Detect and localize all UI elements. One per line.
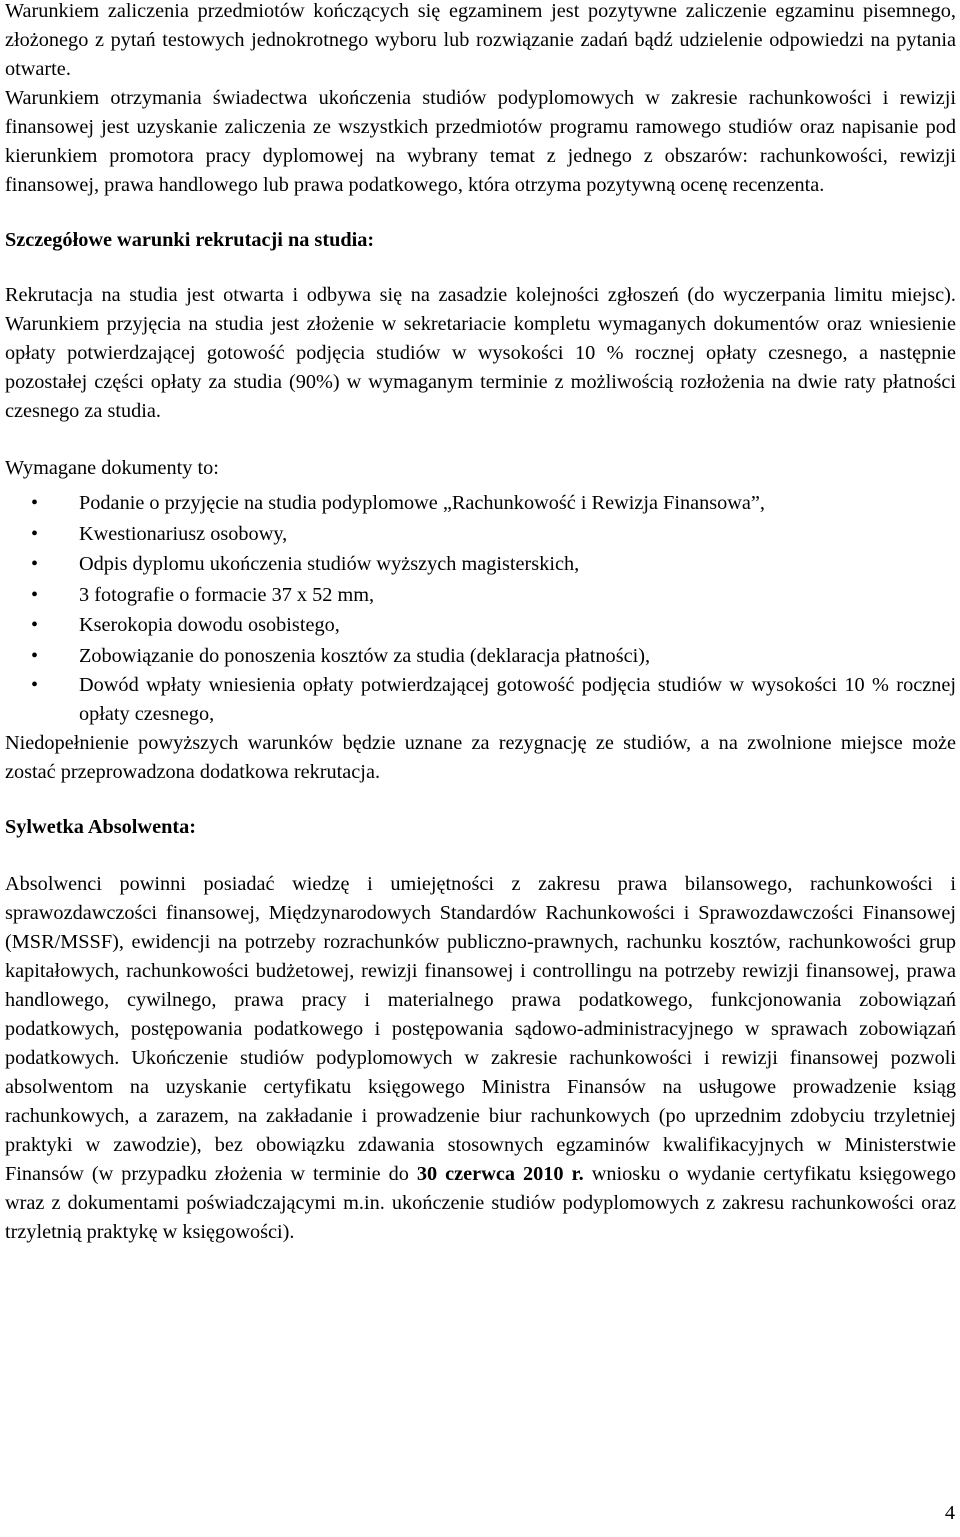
list-item: • Kwestionariusz osobowy, — [5, 519, 956, 550]
incomplete-conditions-paragraph: Niedopełnienie powyższych warunków będzie uznane za rezygnację ze studiów, a na zwolnione miejsce może zostać przeprowadzona dodatkowa rekrutacja. — [5, 732, 956, 783]
graduate-profile-heading: Sylwetka Absolwenta: — [5, 816, 196, 838]
bullet-icon: • — [31, 644, 39, 667]
list-item: • 3 fotografie o formacie 37 x 52 mm, — [5, 580, 956, 611]
bullet-icon: • — [31, 614, 39, 636]
list-item: • Kserokopia dowodu osobistego, — [5, 610, 956, 641]
deadline-date: 30 czerwca 2010 r. — [416, 1163, 584, 1185]
recruitment-paragraph: Rekrutacja na studia jest otwarta i odbywa się na zasadzie kolejności zgłoszeń (do wyczerpania limitu miejsc). Warunkiem przyjęcia na studia jest złożenie w sekretariacie kompletu wymaganych dokumentów oraz wniesienie opłaty potwierdzającej gotowość podjęcia studiów w wysokości 10 % rocznej opłaty czesnego, a następnie pozostałej części opłaty za studia (90%) w wymaganym terminie z możliwością rozłożenia na dwie raty płatności czesnego za studia. — [5, 284, 956, 422]
bullet-icon: • — [31, 583, 39, 606]
recruitment-heading: Szczegółowe warunki rekrutacji na studia: — [5, 229, 375, 251]
required-documents-list — [5, 488, 956, 729]
page-number: 4 — [944, 1502, 955, 1524]
exam-conditions-paragraph: Warunkiem zaliczenia przedmiotów kończących się egzaminem jest pozytywne zaliczenie egzaminu pisemnego, złożonego z pytań testowych jednokrotnego wyboru lub rozwiązanie zadań bądź udzielenie odpowiedzi na pytania otwarte. — [5, 0, 956, 80]
bullet-icon: • — [31, 553, 39, 575]
list-item: • Odpis dyplomu ukończenia studiów wyższych magisterskich, — [5, 549, 956, 580]
list-item: • Podanie o przyjęcie na studia podyplomowe „Rachunkowość i Rewizja Finansowa”, — [5, 488, 956, 519]
document-page — [5, 0, 956, 1247]
graduate-profile-paragraph: Absolwenci powinni posiadać wiedzę i umiejętności z zakresu prawa bilansowego, rachunkowości i sprawozdawczości finansowej, Międzynarodowych Standardów Rachunkowości i Sprawozdawczości Finansowej (MSR/MSSF), ewidencji na potrzeby rozrachunków publiczno-prawnych, rachunku kosztów, rachunkowości grup kapitałowych, rachunkowości budżetowej, rewizji finansowej i controllingu na potrzeby rewizji finansowej, prawa handlowego, cywilnego, prawa pracy i materialnego prawa podatkowego, funkcjonowania zobowiązań podatkowych, postępowania podatkowego i postępowania sądowo-administracyjnego w sprawach zobowiązań podatkowych. Ukończenie studiów podyplomowych w zakresie rachunkowości i rewizji finansowej pozwoli absolwentom na uzyskanie certyfikatu księgowego Ministra Finansów na usługowe prowadzenie ksiąg rachunkowych, a zarazem, na zakładanie i prowadzenie biur rachunkowych (po uprzednim zdobyciu trzyletniej praktyki w zawodzie), bez obowiązku zdawania stosownych egzaminów kwalifikacyjnych w Ministerstwie Finansów (w przypadku złożenia w terminie do 30 czerwca 2010 r. wniosku o wydanie certyfikatu księgowego wraz z dokumentami poświadczającymi m.in. ukończenie studiów podyplomowych z zakresu rachunkowości oraz trzyletnią praktykę w księgowości). — [5, 873, 957, 1243]
bullet-icon: • — [31, 522, 39, 545]
bullet-icon: • — [31, 674, 39, 696]
bullet-icon: • — [31, 492, 39, 514]
documents-intro: Wymagane dokumenty to: — [5, 457, 219, 479]
certificate-conditions-paragraph: Warunkiem otrzymania świadectwa ukończenia studiów podyplomowych w zakresie rachunkowości i rewizji finansowej jest uzyskanie zaliczenia ze wszystkich przedmiotów programu ramowego studiów oraz napisanie pod kierunkiem promotora pracy dyplomowej na wybrany temat z jednego z obszarów: rachunkowości, rewizji finansowej, prawa handlowego lub prawa podatkowego, która otrzyma pozytywną ocenę recenzenta. — [5, 87, 956, 196]
list-item: • Zobowiązanie do ponoszenia kosztów za studia (deklaracja płatności), — [5, 641, 956, 672]
list-item: • Dowód wpłaty wniesienia opłaty potwierdzającej gotowość podjęcia studiów w wysokości 10 % rocznej opłaty czesnego, — [5, 671, 956, 729]
